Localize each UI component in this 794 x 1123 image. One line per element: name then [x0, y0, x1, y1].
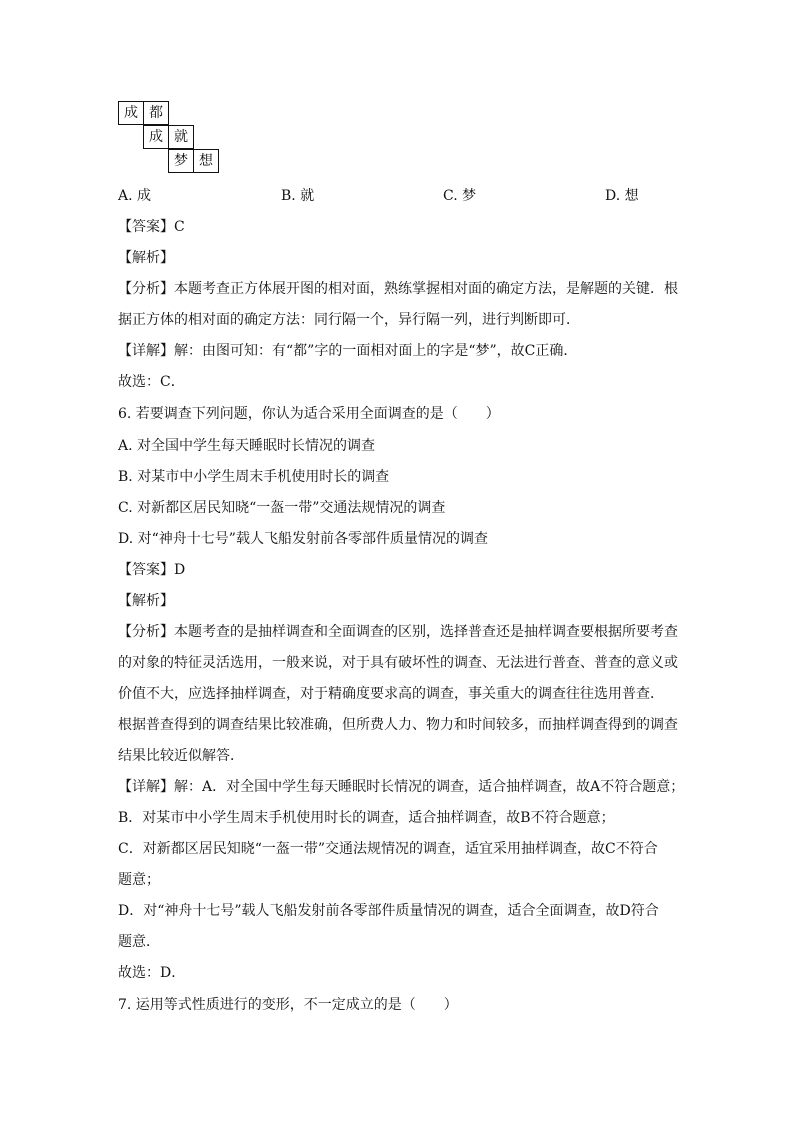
- question-option: C. 对新都区居民知晓“一盔一带”交通法规情况的调查: [118, 500, 446, 516]
- question-option: B. 对某市中小学生周末手机使用时长的调查: [118, 469, 390, 485]
- detail-text: D．对“神舟十七号”载人飞船发射前各零部件质量情况的调查，适合全面调查，故D符合: [118, 903, 659, 919]
- detail-text: 【详解】解：A．对全国中学生每天睡眠时长情况的调查，适合抽样调查，故A不符合题意；: [118, 779, 685, 795]
- net-cell: 成: [143, 125, 169, 149]
- answer-label: 【答案】C: [118, 219, 185, 235]
- detail-text: 【详解】解：由图可知：有“都”字的一面相对面上的字是“梦”，故C正确．: [118, 343, 578, 359]
- analysis-heading: 【解析】: [118, 593, 174, 609]
- detail-text: 题意．: [118, 934, 160, 950]
- analysis-text: 根据普查得到的调查结果比较准确，但所费人力、物力和时间较多，而抽样调查得到的调查: [118, 717, 678, 733]
- choice-text: 故选：D．: [118, 965, 186, 981]
- option-b: B. 就: [281, 188, 315, 204]
- choice-text: 故选：C．: [118, 374, 185, 390]
- question-6: 6. 若要调查下列问题，你认为适合采用全面调查的是（ ）: [118, 406, 500, 422]
- analysis-text: 【分析】本题考查正方体展开图的相对面，熟练掌握相对面的确定方法，是解题的关键．根: [118, 281, 678, 297]
- analysis-text: 的对象的特征灵活选用，一般来说，对于具有破坏性的调查、无法进行普查、普查的意义或: [118, 655, 678, 671]
- net-cell: 都: [143, 101, 169, 125]
- question-option: D. 对“神舟十七号”载人飞船发射前各零部件质量情况的调查: [118, 531, 488, 547]
- detail-text: 题意；: [118, 872, 160, 888]
- question-option: A. 对全国中学生每天睡眠时长情况的调查: [118, 438, 376, 454]
- analysis-heading: 【解析】: [118, 250, 174, 266]
- answer-label: 【答案】D: [118, 562, 186, 578]
- analysis-text: 结果比较近似解答．: [118, 748, 244, 764]
- option-d: D. 想: [605, 188, 639, 204]
- net-cell: 就: [168, 125, 194, 149]
- analysis-text: 价值不大，应选择抽样调查，对于精确度要求高的调查，事关重大的调查往往选用普查．: [118, 686, 664, 702]
- analysis-text: 据正方体的相对面的确定方法：同行隔一个，异行隔一列，进行判断即可．: [118, 312, 580, 328]
- analysis-text: 【分析】本题考查的是抽样调查和全面调查的区别，选择普查还是抽样调查要根据所要考查: [118, 624, 678, 640]
- option-c: C. 梦: [443, 188, 477, 204]
- question-7: 7. 运用等式性质进行的变形，不一定成立的是（ ）: [118, 997, 458, 1013]
- detail-text: B．对某市中小学生周末手机使用时长的调查，适合抽样调查，故B不符合题意；: [118, 810, 615, 826]
- detail-text: C．对新都区居民知晓“一盔一带”交通法规情况的调查，适宜采用抽样调查，故C不符合: [118, 841, 658, 857]
- net-cell: 梦: [168, 149, 194, 173]
- option-a: A. 成: [118, 188, 152, 204]
- net-cell: 想: [193, 149, 219, 173]
- cube-net-diagram: [118, 101, 228, 176]
- net-cell: 成: [118, 101, 144, 125]
